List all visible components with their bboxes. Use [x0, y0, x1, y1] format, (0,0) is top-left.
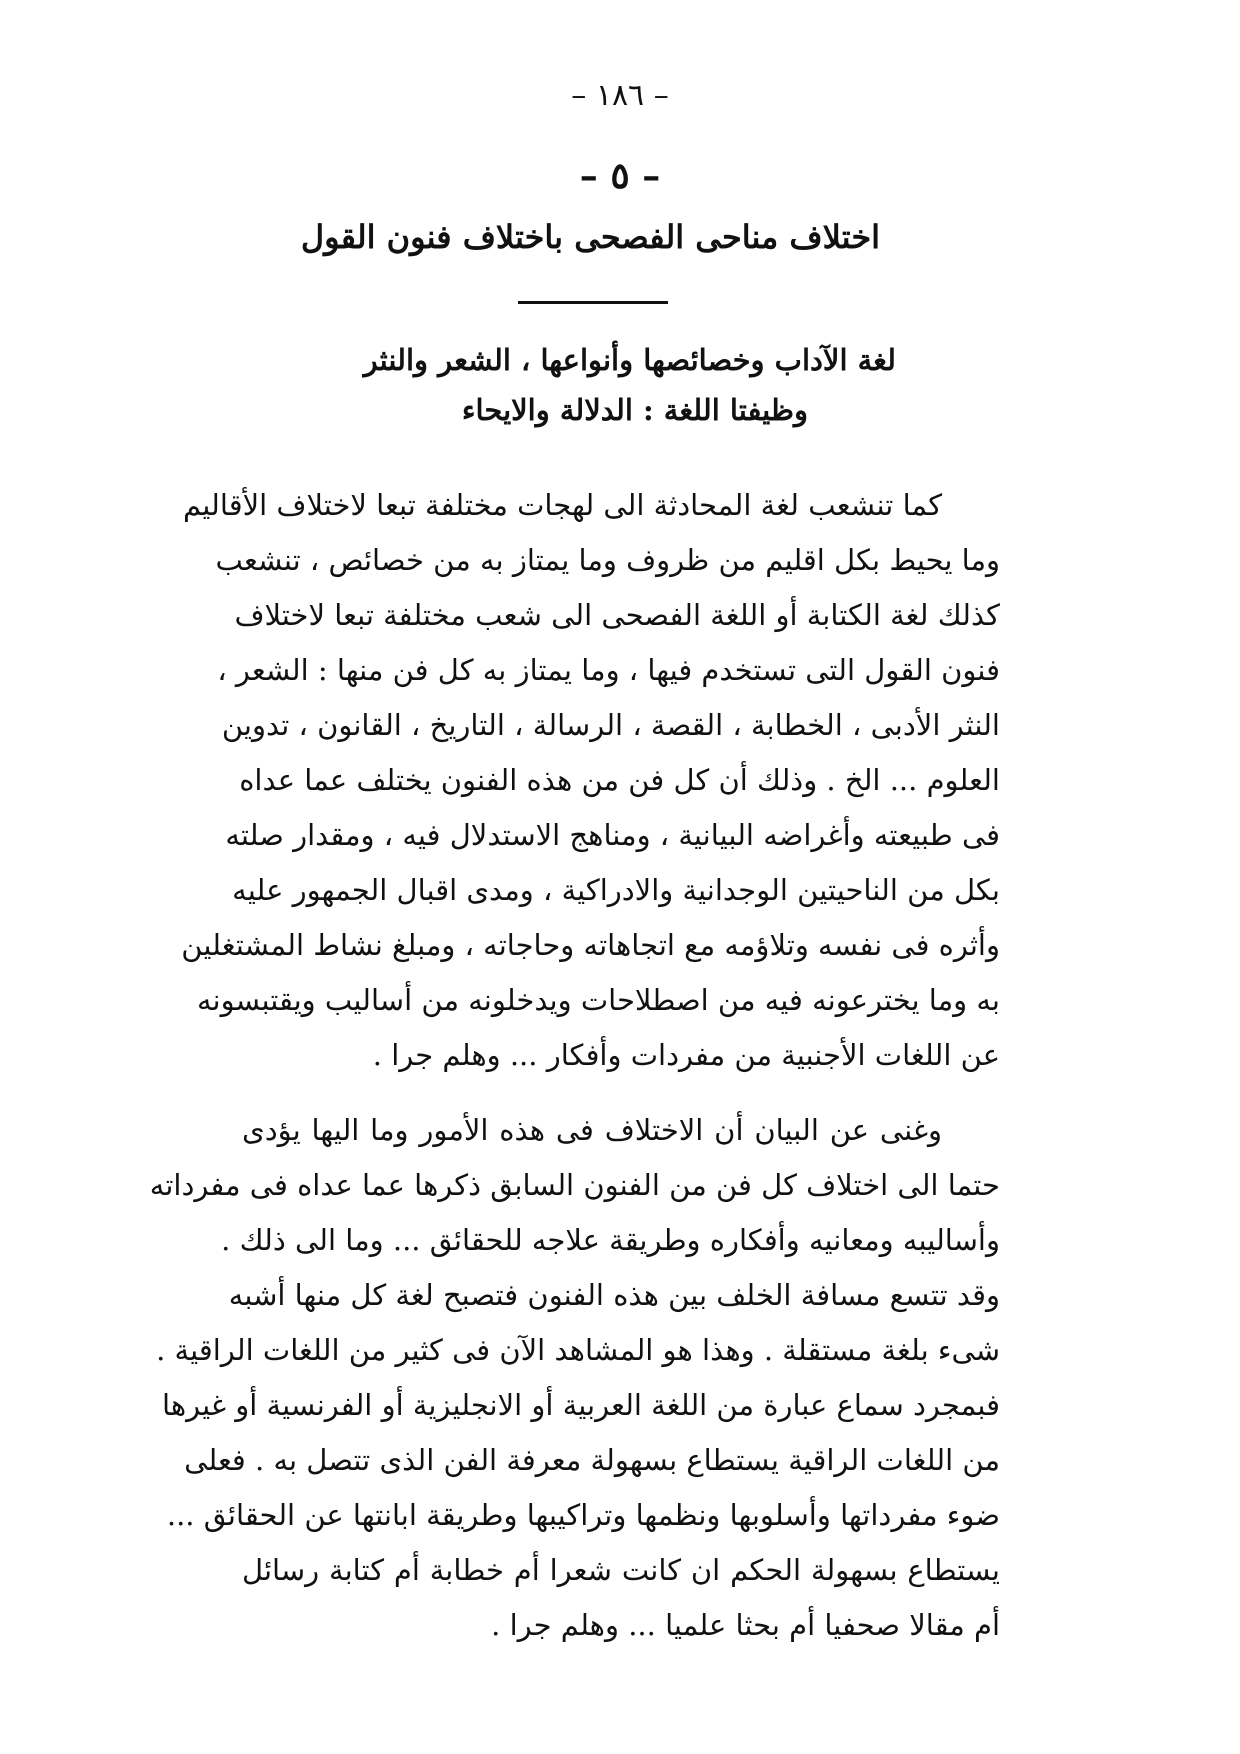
paragraph-line: فى طبيعته وأغراضه البيانية ، ومناهج الاستدلال فيه ، ومقدار صلته — [225, 818, 1000, 852]
page-number: – ١٨٦ – — [571, 78, 669, 113]
paragraph-2 — [149, 1103, 1000, 1653]
section-number: – ٥ – — [579, 155, 661, 197]
subheading-line-2: وظيفتا اللغة : الدلالة والايحاء — [461, 393, 808, 427]
paragraph-line: فبمجرد سماع عبارة من اللغة العربية أو الانجليزية أو الفرنسية أو غيرها — [162, 1388, 1000, 1422]
paragraph-line: كما تنشعب لغة المحادثة الى لهجات مختلفة تبعا لاختلاف الأقاليم — [182, 488, 942, 522]
paragraph-line: أم مقالا صحفيا أم بحثا علميا ... وهلم جرا . — [491, 1608, 1000, 1642]
paragraph-line: وما يحيط بكل اقليم من ظروف وما يمتاز به من خصائص ، تنشعب — [215, 543, 1000, 577]
title-divider — [518, 301, 668, 304]
paragraph-line: وغنى عن البيان أن الاختلاف فى هذه الأمور وما اليها يؤدى — [242, 1113, 942, 1147]
chapter-title: اختلاف مناحى الفصحى باختلاف فنون القول — [300, 218, 880, 256]
paragraph-1 — [181, 478, 1000, 1083]
paragraph-line: وأثره فى نفسه وتلاؤمه مع اتجاهاته وحاجاته ، ومبلغ نشاط المشتغلين — [181, 928, 1000, 962]
paragraph-line: فنون القول التى تستخدم فيها ، وما يمتاز به كل فن منها : الشعر ، — [217, 653, 1000, 687]
paragraph-line: به وما يخترعونه فيه من اصطلاحات ويدخلونه من أساليب ويقتبسونه — [196, 983, 1000, 1017]
paragraph-line: بكل من الناحيتين الوجدانية والادراكية ، ومدى اقبال الجمهور عليه — [232, 873, 1000, 907]
paragraph-line: وأساليبه ومعانيه وأفكاره وطريقة علاجه للحقائق ... وما الى ذلك . — [221, 1223, 1000, 1257]
paragraph-line: يستطاع بسهولة الحكم ان كانت شعرا أم خطابة أم كتابة رسائل — [242, 1553, 1000, 1587]
subheading-line-1: لغة الآداب وخصائصها وأنواعها ، الشعر والنثر — [363, 343, 896, 377]
paragraph-line: حتما الى اختلاف كل فن من الفنون السابق ذكرها عما عداه فى مفرداته — [149, 1168, 1000, 1202]
paragraph-line: العلوم ... الخ . وذلك أن كل فن من هذه الفنون يختلف عما عداه — [239, 763, 1000, 797]
paragraph-line: وقد تتسع مسافة الخلف بين هذه الفنون فتصبح لغة كل منها أشبه — [228, 1278, 1000, 1312]
paragraph-line: النثر الأدبى ، الخطابة ، القصة ، الرسالة ، التاريخ ، القانون ، تدوين — [221, 708, 1000, 742]
paragraph-line: من اللغات الراقية يستطاع بسهولة معرفة الفن الذى تتصل به . فعلى — [184, 1443, 1000, 1477]
paragraph-line: شىء بلغة مستقلة . وهذا هو المشاهد الآن فى كثير من اللغات الراقية . — [156, 1333, 1000, 1367]
paragraph-line: عن اللغات الأجنبية من مفردات وأفكار ... وهلم جرا . — [372, 1038, 1000, 1072]
paragraph-line: كذلك لغة الكتابة أو اللغة الفصحى الى شعب مختلفة تبعا لاختلاف — [234, 598, 1000, 632]
paragraph-line: ضوء مفرداتها وأسلوبها ونظمها وتراكيبها وطريقة ابانتها عن الحقائق ... — [166, 1498, 1000, 1532]
